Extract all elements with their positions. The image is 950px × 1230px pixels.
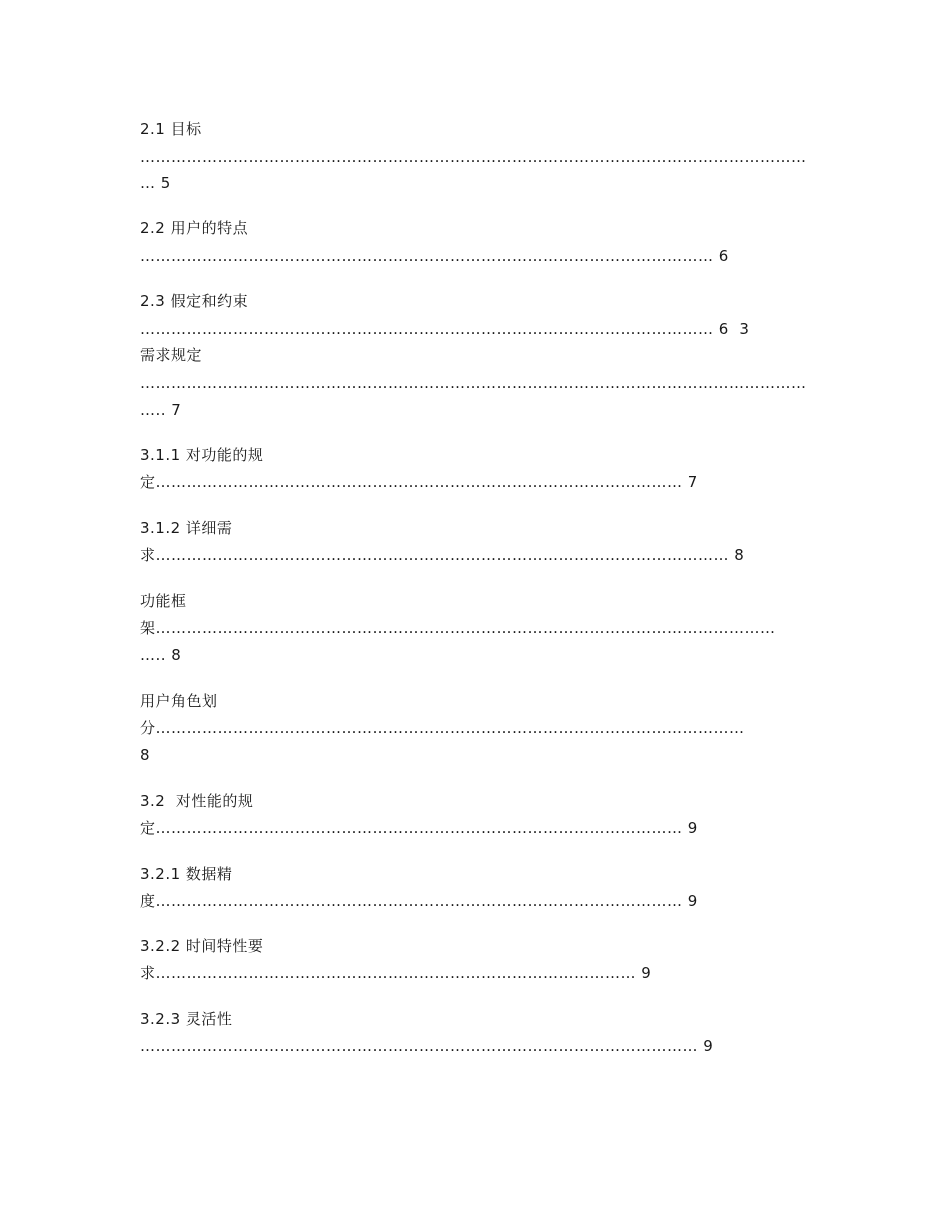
toc-heading-function-framework: 功能框 bbox=[140, 592, 187, 610]
toc-page-number: … 5 bbox=[140, 174, 171, 192]
toc-heading-3-2-3: 3.2.3 灵活性 bbox=[140, 1010, 233, 1028]
toc-leader-page: 求………………………………………………………………………………………………… 8 bbox=[140, 546, 745, 564]
toc-leader-page: ………………………………………………………………………………………………… 6 3 bbox=[140, 320, 750, 338]
toc-page-number: ….. 7 bbox=[140, 401, 182, 419]
toc-leader: 分…………………………………………………………………………………………………… bbox=[140, 719, 745, 737]
toc-leader: ………………………………………………………………………………………………………………… bbox=[140, 374, 807, 392]
toc-leader: ………………………………………………………………………………………………………………… bbox=[140, 148, 807, 166]
toc-heading-2-1: 2.1 目标 bbox=[140, 120, 202, 138]
toc-heading-user-roles: 用户角色划 bbox=[140, 692, 218, 710]
toc-leader-page: ……………………………………………………………………………………………… 9 bbox=[140, 1037, 714, 1055]
toc-heading-3-2-2: 3.2.2 时间特性要 bbox=[140, 937, 264, 955]
toc-leader-page: 定………………………………………………………………………………………… 9 bbox=[140, 819, 698, 837]
toc-leader-page: 度………………………………………………………………………………………… 9 bbox=[140, 892, 698, 910]
toc-leader-page: ………………………………………………………………………………………………… 6 bbox=[140, 247, 729, 265]
toc-heading-3-2-1: 3.2.1 数据精 bbox=[140, 865, 233, 883]
toc-heading-2-2: 2.2 用户的特点 bbox=[140, 219, 249, 237]
toc-heading-3-1-1: 3.1.1 对功能的规 bbox=[140, 446, 264, 464]
toc-heading-2-3: 2.3 假定和约束 bbox=[140, 292, 249, 310]
toc-heading-3-2: 3.2 对性能的规 bbox=[140, 792, 254, 810]
toc-page-number: ….. 8 bbox=[140, 646, 182, 664]
toc-heading-3-1-2: 3.1.2 详细需 bbox=[140, 519, 233, 537]
toc-page-number: 8 bbox=[140, 746, 151, 764]
toc-heading-3: 需求规定 bbox=[140, 346, 203, 364]
toc-leader-page: 定………………………………………………………………………………………… 7 bbox=[140, 473, 698, 491]
toc-leader: 架………………………………………………………………………………………………………… bbox=[140, 619, 776, 637]
toc-leader-page: 求………………………………………………………………………………… 9 bbox=[140, 964, 652, 982]
